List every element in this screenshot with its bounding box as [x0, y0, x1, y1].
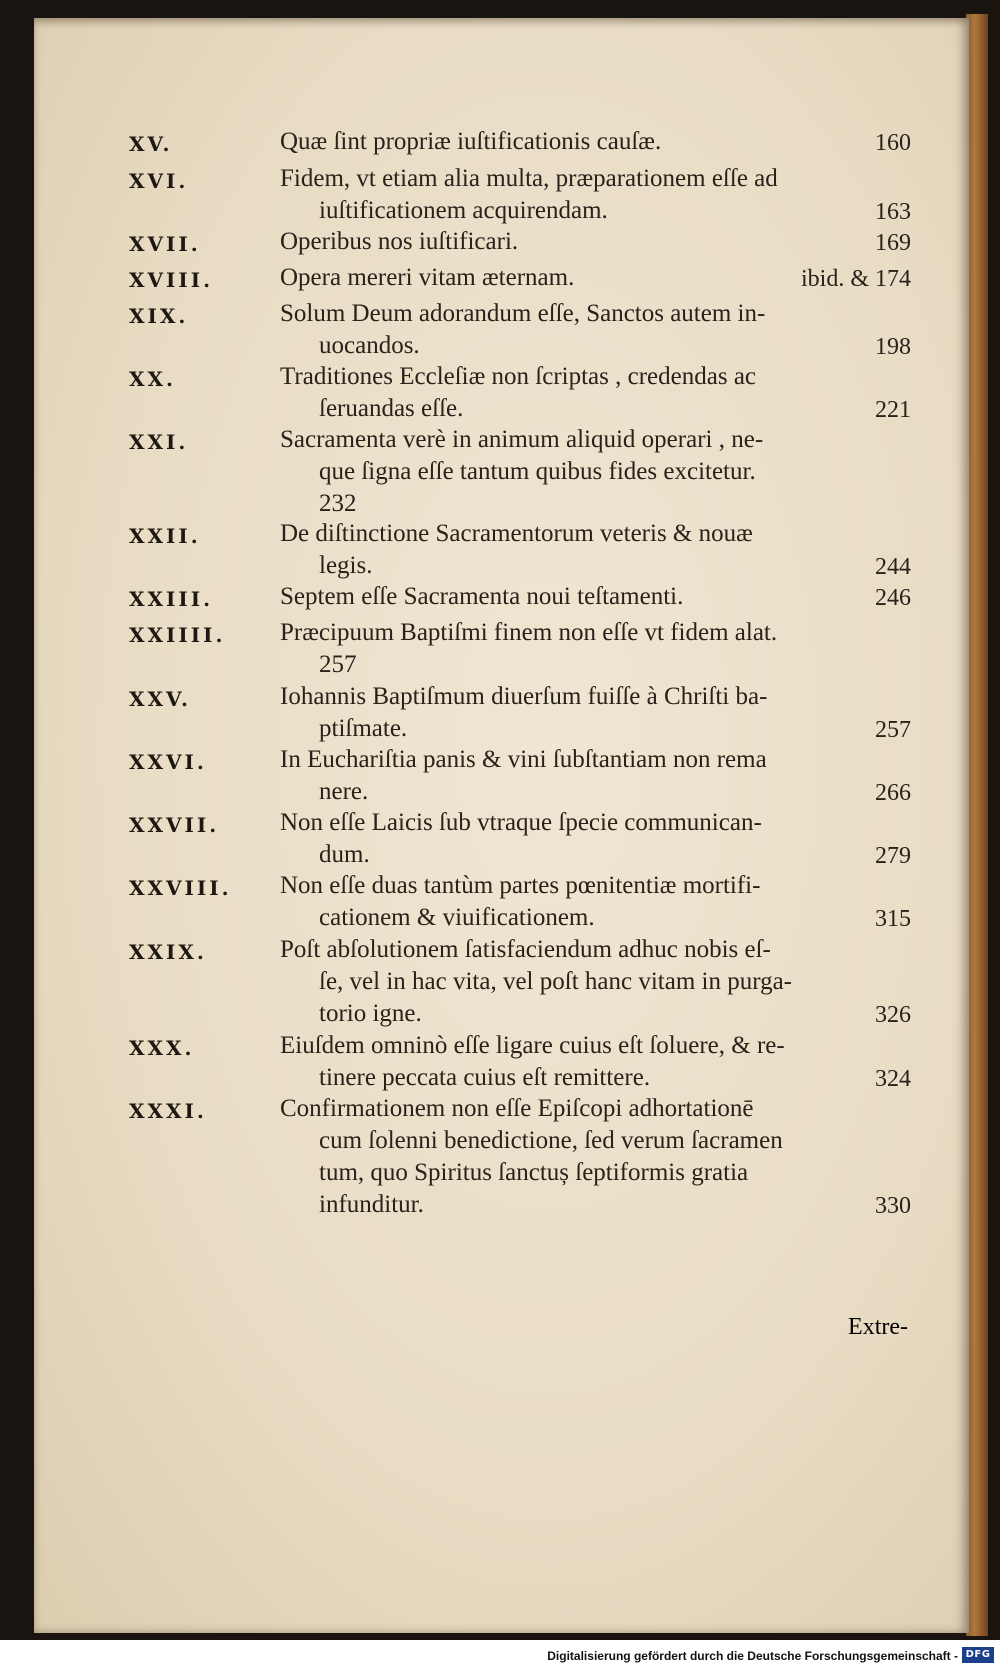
entry-text-line: que ſigna eſſe tantum quibus fides excitetur.	[319, 458, 756, 485]
entry-text-line: nere.	[319, 778, 369, 805]
entry-text-line: Operibus nos iuſtificari.	[280, 228, 519, 255]
entry-text-line: infunditur.	[319, 1191, 424, 1218]
index-entry	[34, 934, 969, 1030]
entry-text-line: Septem eſſe Sacramenta noui teſtamenti.	[280, 583, 684, 610]
entry-text-line: 232	[319, 490, 357, 517]
page-reference: 266	[875, 780, 911, 806]
entry-text-line: ſeruandas eſſe.	[319, 395, 464, 422]
page-reference: ibid. & 174	[800, 266, 911, 292]
footer-bar	[0, 1643, 1000, 1671]
entry-number: XXIIII.	[129, 623, 226, 647]
page-reference: 163	[875, 199, 911, 225]
dfg-logo: DFG	[962, 1647, 994, 1663]
entry-text-line: uocandos.	[319, 332, 420, 359]
index-entry	[34, 126, 969, 158]
index-entry	[34, 744, 969, 808]
entry-text-line: Quæ ſint propriæ iuſtificationis cauſæ.	[280, 128, 662, 155]
index-entries	[34, 18, 969, 1633]
entry-text-line: Iohannis Baptiſmum diuerſum fuiſſe à Chriſti ba-	[280, 683, 768, 710]
index-entry	[34, 361, 969, 425]
entry-text-line: cum ſolenni benedictione, ſed verum ſacramen	[319, 1127, 783, 1154]
entry-text-line: ſe, vel in hac vita, vel poſt hanc vitam in purga-	[319, 968, 793, 995]
index-entry	[34, 870, 969, 934]
entry-text-line: Confirmationem non eſſe Epiſcopi adhortationē	[280, 1095, 754, 1122]
entry-number: XIX.	[129, 304, 189, 328]
entry-text-line: torio igne.	[319, 1000, 422, 1027]
index-entry	[34, 1093, 969, 1221]
page-reference: 279	[875, 843, 911, 869]
entry-number: XVII.	[129, 232, 201, 256]
entry-text-line: Traditiones Eccleſiæ non ſcriptas , credendas ac	[280, 363, 757, 390]
entry-text-line: Eiuſdem omninò eſſe ligare cuius eſt ſoluere, & re-	[280, 1032, 785, 1059]
page-reference: 324	[875, 1066, 911, 1092]
entry-text-line: Opera mereri vitam æternam.	[280, 264, 575, 291]
index-entry	[34, 617, 969, 681]
page-reference: 246	[875, 585, 911, 611]
entry-text-line: De diſtinctione Sacramentorum veteris & nouæ	[280, 520, 753, 547]
entry-number: XX.	[129, 367, 176, 391]
entry-number: XXI.	[129, 430, 189, 454]
page-reference: 221	[875, 397, 911, 423]
catchword: Extre-	[848, 1314, 908, 1340]
entry-text-line: tinere peccata cuius eſt remittere.	[319, 1064, 651, 1091]
entry-number: XV.	[129, 132, 173, 156]
index-entry	[34, 581, 969, 613]
index-entry	[34, 298, 969, 362]
book-page	[34, 18, 969, 1633]
page-reference: 315	[875, 906, 911, 932]
entry-number: XXVII.	[129, 813, 220, 837]
entry-number: XXIII.	[129, 587, 214, 611]
page-reference: 326	[875, 1002, 911, 1028]
entry-text-line: Solum Deum adorandum eſſe, Sanctos autem in-	[280, 300, 766, 327]
entry-number: XXVI.	[129, 750, 207, 774]
index-entry	[34, 807, 969, 871]
entry-number: XXV.	[129, 687, 192, 711]
entry-number: XXVIII.	[129, 876, 232, 900]
entry-text-line: Sacramenta verè in animum aliquid operari , ne-	[280, 426, 764, 453]
page-reference: 330	[875, 1193, 911, 1219]
entry-text-line: dum.	[319, 841, 370, 868]
entry-text-line: Non eſſe Laicis ſub vtraque ſpecie communican-	[280, 809, 762, 836]
entry-text-line: ptiſmate.	[319, 715, 408, 742]
entry-text-line: 257	[319, 651, 357, 678]
entry-text-line: cationem & viuificationem.	[319, 904, 595, 931]
page-reference: 244	[875, 554, 911, 580]
index-entry	[34, 518, 969, 582]
entry-number: XXXI.	[129, 1099, 207, 1123]
page-reference: 169	[875, 230, 911, 256]
entry-number: XVI.	[129, 169, 189, 193]
index-entry	[34, 424, 969, 520]
entry-text-line: Præcipuum Baptiſmi finem non eſſe vt fidem alat.	[280, 619, 778, 646]
entry-number: XXX.	[129, 1036, 195, 1060]
index-entry	[34, 262, 969, 294]
index-entry	[34, 1030, 969, 1094]
page-edge	[966, 14, 988, 1636]
funding-credit: Digitalisierung gefördert durch die Deutsche Forschungsgemeinschaft -	[547, 1649, 958, 1663]
entry-text-line: Non eſſe duas tantùm partes pœnitentiæ mortifi-	[280, 872, 761, 899]
entry-text-line: Fidem, vt etiam alia multa, præparationem eſſe ad	[280, 165, 778, 192]
entry-number: XXII.	[129, 524, 201, 548]
entry-text-line: legis.	[319, 552, 373, 579]
index-entry	[34, 226, 969, 258]
page-reference: 198	[875, 334, 911, 360]
page-reference: 160	[875, 130, 911, 156]
entry-number: XXIX.	[129, 940, 207, 964]
index-entry	[34, 681, 969, 745]
entry-text-line: In Euchariſtia panis & vini ſubſtantiam non rema	[280, 746, 767, 773]
entry-number: XVIII.	[129, 268, 214, 292]
entry-text-line: iuſtificationem acquirendam.	[319, 197, 608, 224]
index-entry	[34, 163, 969, 227]
entry-text-line: tum, quo Spiritus ſanctuș ſeptiformis gratia	[319, 1159, 749, 1186]
page-reference: 257	[875, 717, 911, 743]
entry-text-line: Poſt abſolutionem ſatisfaciendum adhuc nobis eſ-	[280, 936, 771, 963]
